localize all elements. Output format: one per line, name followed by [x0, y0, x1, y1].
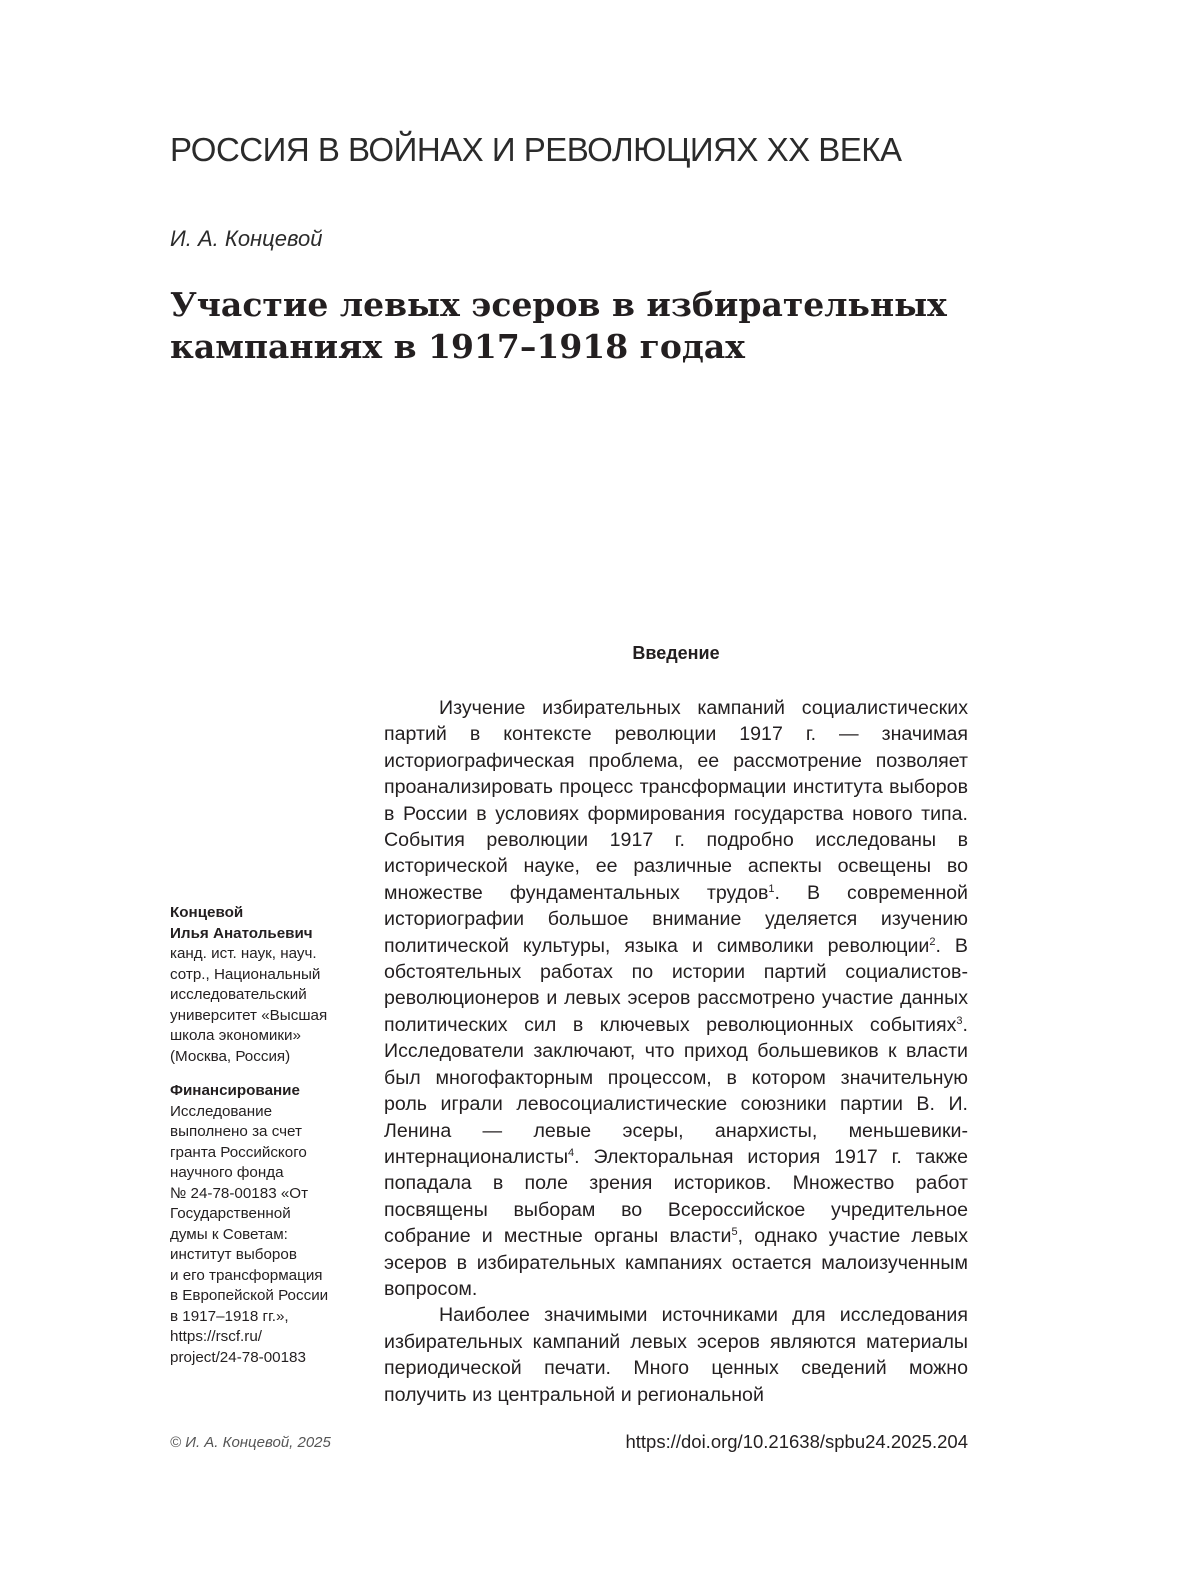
article-body: [384, 695, 968, 1408]
affiliation-line: сотр., Национальный: [170, 965, 321, 983]
copyright-notice: © И. А. Концевой, 2025: [170, 1434, 331, 1451]
footnote-ref[interactable]: 3: [956, 1014, 963, 1027]
funding-link[interactable]: https://rscf.ru/: [170, 1328, 262, 1345]
article-title: [170, 284, 990, 368]
affiliation-line: исследовательский: [170, 986, 307, 1003]
affiliation-line: школа экономики»: [170, 1027, 301, 1044]
footnote-ref[interactable]: 1: [768, 882, 775, 895]
footnote-ref[interactable]: 4: [568, 1146, 575, 1159]
funding-line: в Европейской России: [170, 1287, 329, 1304]
author-name-line: Илья Анатольевич: [170, 924, 313, 942]
paragraph-text: . Исследователи заключают, что приход большевиков к власти был многофакторным процессом, в котором значительную роль играли левосоциалистические союзники партии В. И. Ленина — левые эсеры, анархисты, меньшевики-интернационалисты: [384, 1013, 968, 1168]
section-heading: Введение: [632, 643, 720, 663]
affiliation-line: (Москва, Россия): [170, 1047, 291, 1065]
article-title-line: Участие левых эсеров в избирательных: [170, 285, 947, 324]
author-info-sidebar: [170, 903, 360, 1368]
article-author: И. А. Концевой: [170, 226, 323, 251]
footnote-ref[interactable]: 2: [929, 935, 936, 948]
funding-line: Государственной: [170, 1205, 291, 1222]
funding-heading: Финансирование: [170, 1082, 300, 1099]
affiliation-line: университет «Высшая: [170, 1006, 328, 1024]
funding-line: Исследование: [170, 1102, 273, 1120]
funding-line: институт выборов: [170, 1246, 297, 1263]
paragraph: Наиболее значимыми источниками для исследования избирательных кампаний левых эсеров являются материалы периодической печати. Много ценных сведений можно получить из центральной и региональной: [384, 1304, 968, 1406]
funding-line: думы к Советам:: [170, 1225, 288, 1243]
paragraph-text: . В современной историографии большое внимание уделяется изучению политической культуры, языка и символики революции: [384, 881, 968, 957]
author-name-line: Концевой: [170, 904, 244, 921]
article-title-line: кампаниях в 1917–1918 годах: [170, 327, 745, 366]
paragraph-text: . Электоральная история 1917 г. также попадала в поле зрения историков. Множество работ посвящены выборам во Всероссийское учредительное собрание и местные органы власти: [384, 1145, 968, 1248]
funding-line: в 1917–1918 гг.»,: [170, 1307, 289, 1325]
paragraph-text: , однако участие левых эсеров в избирательных кампаниях остается малоизученным вопросом.: [384, 1225, 969, 1300]
funding-link[interactable]: project/24-78-00183: [170, 1348, 306, 1366]
funding-line: научного фонда: [170, 1164, 284, 1181]
paragraph-text: . В обстоятельных работах по истории партий социалистов-революционеров и левых эсеров рассмотрено участие данных политических сил в ключевых революционных событиях: [384, 934, 968, 1036]
paragraph-text: Изучение избирательных кампаний социалистических партий в контексте революции 1917 г. — значимая историографическая проблема, ее рассмотрение позволяет проанализировать процесс трансформации института выборов в России в условиях формирования государства нового типа. События революции 1917 г. подробно исследованы в исторической науке, ее различные аспекты освещены во множестве фундаментальных трудов: [384, 697, 968, 904]
footnote-ref[interactable]: 5: [731, 1226, 738, 1239]
funding-line: и его трансформация: [170, 1266, 323, 1284]
doi-link[interactable]: https://doi.org/10.21638/spbu24.2025.204: [625, 1431, 968, 1452]
funding-line: № 24-78-00183 «От: [170, 1184, 309, 1202]
funding-line: гранта Российского: [170, 1143, 307, 1161]
spacer: [170, 1067, 360, 1081]
affiliation-line: канд. ист. наук, науч.: [170, 945, 317, 962]
funding-line: выполнено за счет: [170, 1123, 302, 1140]
journal-section-title: РОССИЯ В ВОЙНАХ И РЕВОЛЮЦИЯХ XX ВЕКА: [170, 131, 902, 168]
paragraph: [384, 695, 968, 1302]
